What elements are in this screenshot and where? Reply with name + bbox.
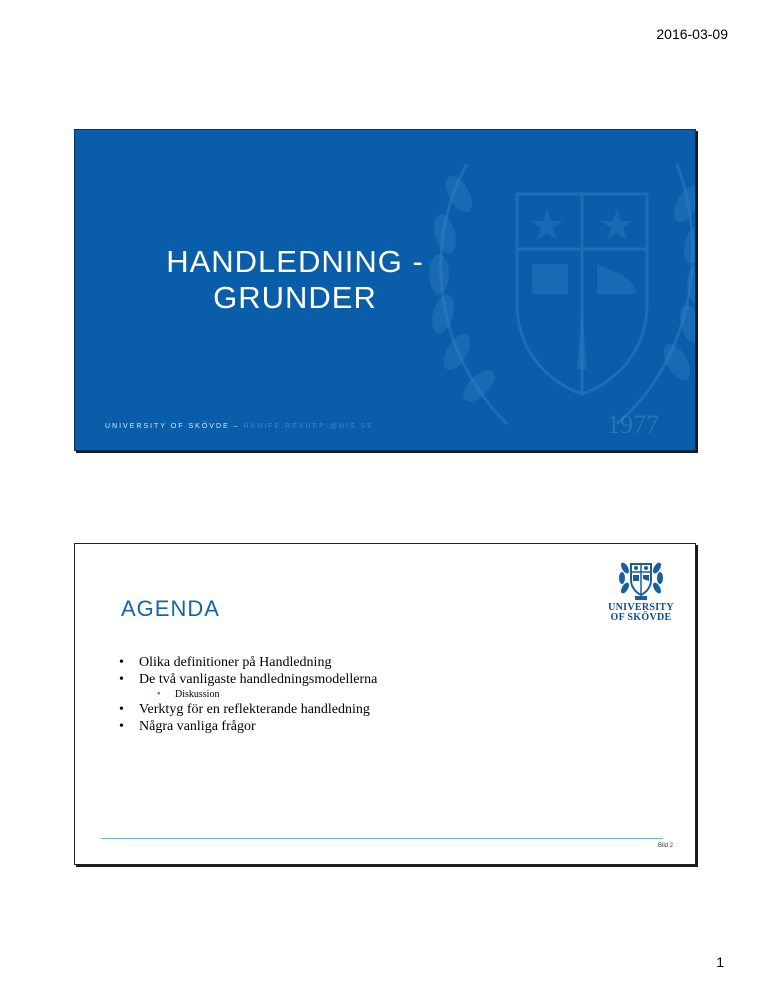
logo-line1: UNIVERSITY — [608, 602, 674, 613]
slide-title-line1: HANDLEDNING - — [166, 244, 424, 279]
footer-org: UNIVERSITY OF SKÖVDE – — [105, 423, 244, 430]
page-number: 1 — [716, 954, 724, 970]
agenda-list — [119, 654, 377, 735]
list-item: • Olika definitioner på Handledning — [119, 655, 332, 670]
page-date: 2016-03-09 — [656, 26, 728, 42]
list-item: • Verktyg för en reflekterande handledning — [119, 702, 370, 717]
slide-title — [135, 244, 455, 316]
list-item: • De två vanligaste handledningsmodellerna — [119, 672, 378, 687]
logo-line2: OF SKÖVDE — [610, 612, 672, 623]
slide-title-line2: GRUNDER — [213, 280, 377, 315]
university-crest-icon — [617, 554, 665, 602]
slide-footer — [105, 423, 374, 430]
seal-year: 1977 — [607, 410, 659, 439]
footer-divider — [101, 838, 663, 839]
sub-list-item: • Diskussion — [157, 689, 220, 700]
logo-text — [601, 603, 681, 623]
list-item: • Några vanliga frågor — [119, 719, 256, 734]
bullet-icon: • — [119, 719, 124, 734]
bullet-icon: • — [119, 655, 124, 670]
agenda-title: AGENDA — [121, 596, 220, 621]
agenda-slide — [74, 543, 696, 865]
footer-email-link[interactable]: HANIFE.REXHEPI@HIS.SE — [243, 423, 374, 430]
title-slide — [74, 129, 696, 451]
bullet-icon: • — [157, 689, 161, 700]
bullet-icon: • — [119, 672, 124, 687]
slide-number: Bild 2 — [657, 843, 673, 849]
bullet-icon: • — [119, 702, 124, 717]
university-logo — [601, 554, 681, 623]
